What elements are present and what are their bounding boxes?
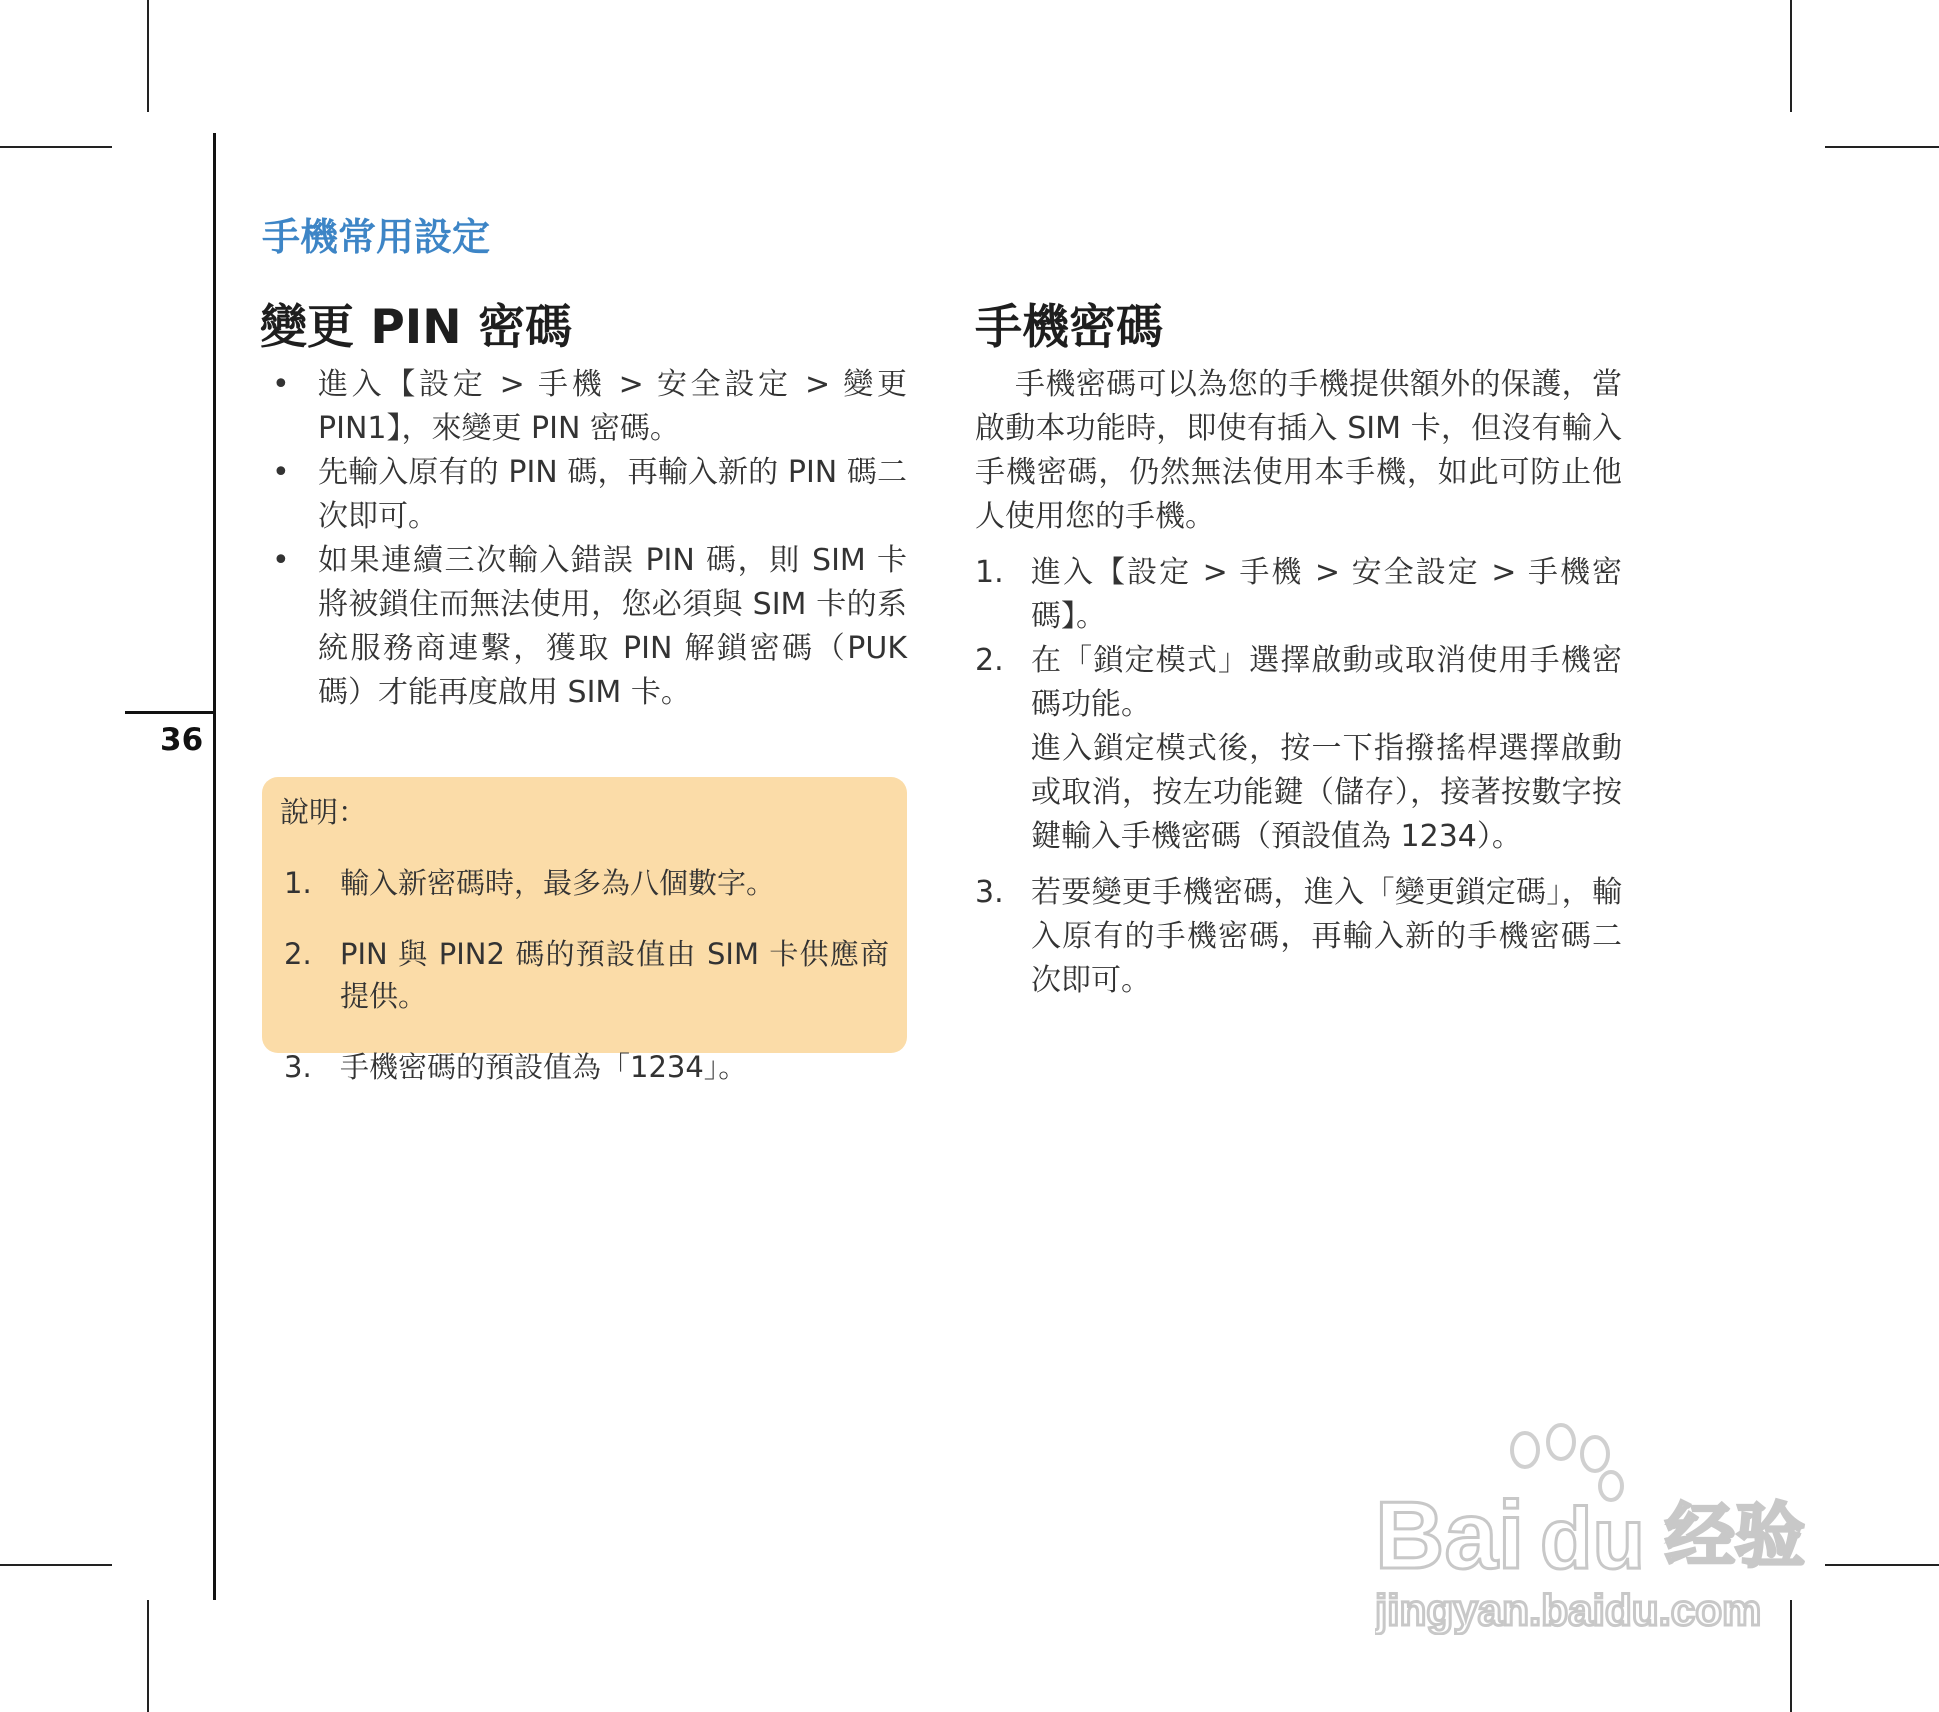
step-number: 3. [975, 875, 1004, 910]
step-item [975, 551, 1622, 639]
note-item [280, 933, 889, 1017]
step-text: 進入【設定 > 手機 > 安全設定 > 手機密碼】。 [1031, 555, 1622, 634]
note-box [262, 777, 907, 1084]
note-item-text: 手機密碼的預設值為「1234」。 [340, 1050, 748, 1084]
page-number: 36 [160, 722, 204, 758]
step-item [975, 639, 1622, 727]
change-pin-title: 變更 PIN 密碼 [260, 300, 572, 355]
note-item-number: 2. [284, 937, 312, 971]
crop-mark [1825, 1564, 1939, 1566]
baidu-watermark-logo [1375, 1420, 1825, 1635]
watermark-cn: 经验 [1665, 1497, 1805, 1575]
note-item-text: PIN 與 PIN2 碼的預設值由 SIM 卡供應商提供。 [340, 937, 889, 1013]
step-item [975, 871, 1622, 1003]
note-item [280, 1046, 889, 1088]
page-spine-rule [213, 133, 216, 1600]
crop-mark [0, 146, 112, 148]
crop-mark [0, 1564, 112, 1566]
bullet-text: 先輸入原有的 PIN 碼，再輸入新的 PIN 碼二次即可。 [318, 455, 907, 534]
step-detail: 進入鎖定模式後，按一下指撥搖桿選擇啟動或取消，按左功能鍵（儲存），接著按數字按鍵輸入手機密碼（預設值為 1234）。 [1031, 731, 1622, 854]
intro-paragraph: 手機密碼可以為您的手機提供額外的保護，當啟動本功能時，即使有插入 SIM 卡，但沒有輸入手機密碼，仍然無法使用本手機，如此可防止他人使用您的手機。 [975, 367, 1622, 534]
note-item-number: 1. [284, 866, 312, 900]
bullet-marker: • [272, 543, 290, 578]
bullet-marker: • [272, 367, 290, 402]
step-number: 2. [975, 643, 1004, 678]
watermark-brand2: du [1540, 1491, 1646, 1587]
bullet-text: 如果連續三次輸入錯誤 PIN 碼，則 SIM 卡將被鎖住而無法使用，您必須與 SIM 卡的系統服務商連繫，獲取 PIN 解鎖密碼（PUK 碼）才能再度啟用 SIM 卡。 [318, 543, 907, 710]
section-label: 手機常用設定 [262, 215, 491, 259]
crop-mark [1790, 0, 1792, 112]
note-item-number: 3. [284, 1050, 312, 1084]
page-number-rule [125, 711, 213, 714]
watermark-url: jingyan.baidu.com [1375, 1586, 1762, 1635]
crop-mark [147, 1600, 149, 1712]
crop-mark [147, 0, 149, 112]
step-text: 若要變更手機密碼，進入「變更鎖定碼」，輸入原有的手機密碼，再輸入新的手機密碼二次即可。 [1031, 875, 1622, 998]
note-item [280, 862, 889, 904]
bullet-marker: • [272, 455, 290, 490]
crop-mark [1825, 146, 1939, 148]
phone-password-body [975, 363, 1622, 1003]
watermark-brand: Bai [1375, 1482, 1525, 1589]
bullet-item [262, 539, 907, 715]
note-title: 說明： [280, 795, 368, 829]
bullet-text: 進入【設定 > 手機 > 安全設定 > 變更 PIN1】，來變更 PIN 密碼。 [318, 367, 907, 446]
note-item-text: 輸入新密碼時，最多為八個數字。 [340, 866, 776, 900]
step-text: 在「鎖定模式」選擇啟動或取消使用手機密碼功能。 [1031, 643, 1622, 722]
change-pin-bullets [262, 363, 907, 715]
step-number: 1. [975, 555, 1004, 590]
bullet-item [262, 363, 907, 451]
bullet-item [262, 451, 907, 539]
phone-password-title: 手機密碼 [975, 300, 1163, 355]
